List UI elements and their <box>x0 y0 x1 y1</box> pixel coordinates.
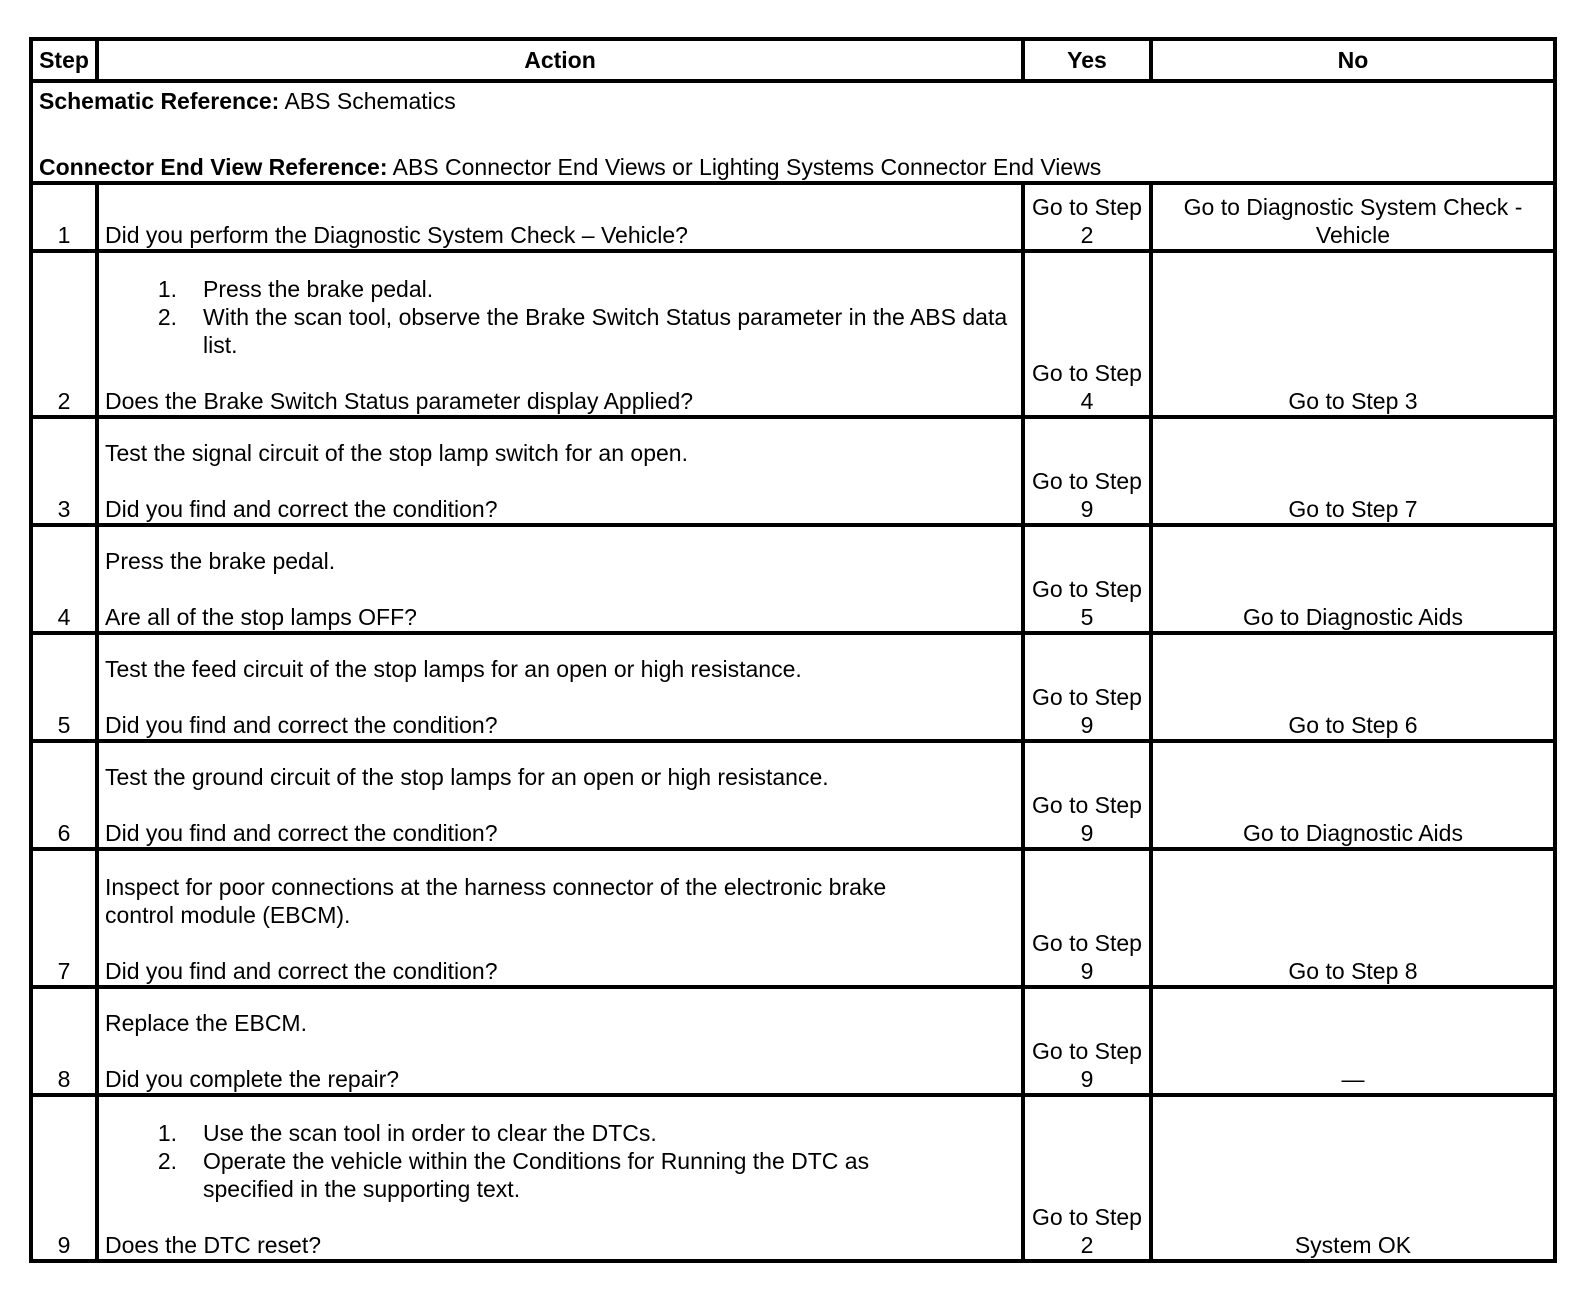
no-result: Go to Diagnostic System Check - Vehicle <box>1151 183 1555 251</box>
action-instruction: Test the feed circuit of the stop lamps for an open or high resistance. <box>105 656 802 682</box>
action-instruction: Replace the EBCM. <box>105 1010 307 1036</box>
connector-reference <box>39 153 1547 181</box>
action-question: Are all of the stop lamps OFF? <box>105 604 417 630</box>
action-cell <box>97 1095 1023 1261</box>
action-cell <box>97 741 1023 849</box>
no-result: Go to Step 3 <box>1151 251 1555 417</box>
substep-number: 1. <box>157 276 177 302</box>
step-number: 3 <box>31 417 97 525</box>
action-instruction: Inspect for poor connections at the harness connector of the electronic brake control module (EBCM). <box>105 874 887 928</box>
action-cell <box>97 251 1023 417</box>
action-spacer <box>105 1037 1015 1065</box>
action-substeps <box>105 1119 1015 1203</box>
yes-result: Go to Step 9 <box>1023 633 1151 741</box>
no-result: Go to Diagnostic Aids <box>1151 525 1555 633</box>
action-question: Did you complete the repair? <box>105 1066 400 1092</box>
action-substeps <box>105 275 1015 359</box>
list-item <box>105 1147 1015 1203</box>
list-item <box>105 303 1015 359</box>
yes-result: Go to Step 9 <box>1023 987 1151 1095</box>
step-number: 2 <box>31 251 97 417</box>
action-spacer <box>105 791 1015 819</box>
action-question: Did you find and correct the condition? <box>105 496 498 522</box>
table-row-step-5 <box>31 633 1555 741</box>
step-number: 9 <box>31 1095 97 1261</box>
connector-reference-label: Connector End View Reference: <box>39 154 388 180</box>
reference-row <box>31 81 1555 183</box>
connector-reference-value: ABS Connector End Views or Lighting Systems Connector End Views <box>387 154 1102 180</box>
no-result: Go to Step 6 <box>1151 633 1555 741</box>
table-row-step-3 <box>31 417 1555 525</box>
substep-number: 2. <box>157 1148 177 1174</box>
action-spacer <box>105 467 1015 495</box>
step-number: 5 <box>31 633 97 741</box>
action-question: Did you find and correct the condition? <box>105 712 498 738</box>
step-number: 1 <box>31 183 97 251</box>
column-header-no: No <box>1151 39 1555 81</box>
yes-result: Go to Step 2 <box>1023 1095 1151 1261</box>
yes-result: Go to Step 9 <box>1023 417 1151 525</box>
action-instruction: Test the ground circuit of the stop lamps for an open or high resistance. <box>105 764 829 790</box>
substep-number: 1. <box>157 1120 177 1146</box>
action-cell <box>97 987 1023 1095</box>
step-number: 8 <box>31 987 97 1095</box>
yes-result: Go to Step 4 <box>1023 251 1151 417</box>
schematic-reference-label: Schematic Reference: <box>39 88 280 114</box>
column-header-yes: Yes <box>1023 39 1151 81</box>
substep-number: 2. <box>157 304 177 330</box>
action-spacer <box>105 359 1015 387</box>
table-row-step-6 <box>31 741 1555 849</box>
schematic-reference-value: ABS Schematics <box>279 88 456 114</box>
table-row-step-1 <box>31 183 1555 251</box>
action-cell <box>97 849 1023 987</box>
substep-text: Use the scan tool in order to clear the DTCs. <box>203 1120 657 1146</box>
list-item <box>105 1119 1015 1147</box>
schematic-reference <box>39 87 1547 115</box>
table-header-row <box>31 39 1555 81</box>
action-instruction: Press the brake pedal. <box>105 548 336 574</box>
substep-text: Press the brake pedal. <box>203 276 434 302</box>
reference-gap <box>39 115 1547 153</box>
no-result: Go to Diagnostic Aids <box>1151 741 1555 849</box>
action-spacer <box>105 683 1015 711</box>
yes-result: Go to Step 9 <box>1023 849 1151 987</box>
substep-text: With the scan tool, observe the Brake Switch Status parameter in the ABS data list. <box>203 304 1008 358</box>
action-cell <box>97 525 1023 633</box>
no-result: Go to Step 8 <box>1151 849 1555 987</box>
no-result: System OK <box>1151 1095 1555 1261</box>
action-question: Did you find and correct the condition? <box>105 958 498 984</box>
reference-cell <box>31 81 1555 183</box>
action-instruction: Test the signal circuit of the stop lamp switch for an open. <box>105 440 688 466</box>
column-header-step: Step <box>31 39 97 81</box>
step-number: 7 <box>31 849 97 987</box>
yes-result: Go to Step 2 <box>1023 183 1151 251</box>
action-cell <box>97 417 1023 525</box>
action-question: Did you perform the Diagnostic System Check – Vehicle? <box>97 183 1023 251</box>
diagnostic-table-sheet <box>29 37 1553 1263</box>
step-number: 4 <box>31 525 97 633</box>
table-row-step-7 <box>31 849 1555 987</box>
step-number: 6 <box>31 741 97 849</box>
no-result: — <box>1151 987 1555 1095</box>
table-row-step-9 <box>31 1095 1555 1261</box>
table-row-step-2 <box>31 251 1555 417</box>
action-cell <box>97 633 1023 741</box>
column-header-action: Action <box>97 39 1023 81</box>
diagnostic-table <box>29 37 1557 1263</box>
action-question: Does the Brake Switch Status parameter display Applied? <box>105 388 694 414</box>
action-spacer <box>105 929 1015 957</box>
list-item <box>105 275 1015 303</box>
action-spacer <box>105 1203 1015 1231</box>
substep-text: Operate the vehicle within the Conditions for Running the DTC as specified in the supporting text. <box>203 1148 870 1202</box>
no-result: Go to Step 7 <box>1151 417 1555 525</box>
action-spacer <box>105 575 1015 603</box>
yes-result: Go to Step 9 <box>1023 741 1151 849</box>
action-question: Did you find and correct the condition? <box>105 820 498 846</box>
table-row-step-4 <box>31 525 1555 633</box>
action-question: Does the DTC reset? <box>105 1232 322 1258</box>
yes-result: Go to Step 5 <box>1023 525 1151 633</box>
table-row-step-8 <box>31 987 1555 1095</box>
